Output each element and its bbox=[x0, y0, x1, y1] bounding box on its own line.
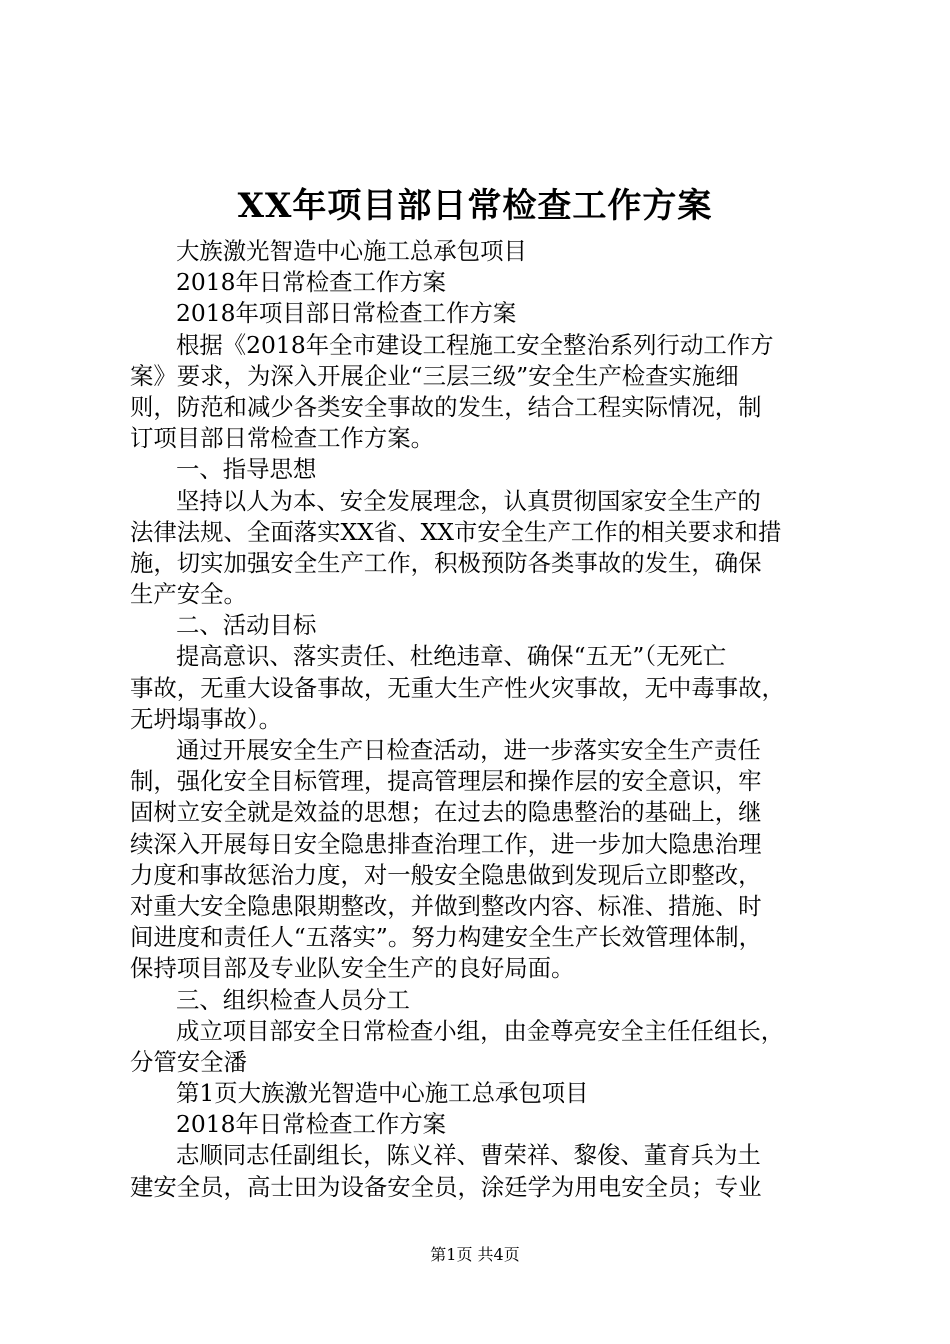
section-heading: 三、组织检查人员分工 bbox=[176, 985, 410, 1014]
body-line: 建安全员，高士田为设备安全员，涂廷学为用电安全员；专业 bbox=[130, 1172, 762, 1201]
body-line: 2018年日常检查工作方案 bbox=[176, 268, 447, 297]
body-line: 法律法规、全面落实XX省、XX市安全生产工作的相关要求和措 bbox=[130, 517, 782, 546]
body-line: 固树立安全就是效益的思想；在过去的隐患整治的基础上，继 bbox=[130, 798, 762, 827]
body-line: 坚持以人为本、安全发展理念，认真贯彻国家安全生产的 bbox=[176, 486, 761, 515]
section-heading: 二、活动目标 bbox=[176, 611, 317, 640]
body-line: 间进度和责任人“五落实”。努力构建安全生产长效管理体制， bbox=[130, 923, 763, 952]
document-title: XX年项目部日常检查工作方案 bbox=[237, 186, 713, 226]
body-line: 大族激光智造中心施工总承包项目 bbox=[176, 237, 527, 265]
body-line: 根据《2018年全市建设工程施工安全整治系列行动工作方 bbox=[176, 330, 774, 359]
body-line: 续深入开展每日安全隐患排查治理工作，进一步加大隐患治理 bbox=[130, 829, 762, 858]
body-line: 订项目部日常检查工作方案。 bbox=[130, 424, 435, 453]
body-line: 2018年日常检查工作方案 bbox=[176, 1110, 447, 1139]
body-line: 生产安全。 bbox=[130, 580, 247, 609]
body-line: 志顺同志任副组长，陈义祥、曹荣祥、黎俊、董育兵为土 bbox=[176, 1141, 761, 1170]
body-line: 第1页大族激光智造中心施工总承包项目 bbox=[176, 1079, 589, 1108]
section-heading: 一、指导思想 bbox=[176, 455, 317, 484]
page-footer: 第1页 共4页 bbox=[430, 1245, 520, 1264]
body-line: 无坍塌事故）。 bbox=[130, 704, 283, 733]
body-line: 力度和事故惩治力度，对一般安全隐患做到发现后立即整改， bbox=[130, 860, 762, 889]
body-line: 通过开展安全生产日检查活动，进一步落实安全生产责任 bbox=[176, 736, 761, 764]
body-line: 2018年项目部日常检查工作方案 bbox=[176, 299, 517, 328]
body-line: 成立项目部安全日常检查小组，由金尊亮安全主任任组长， bbox=[176, 1016, 785, 1045]
body-line: 施，切实加强安全生产工作，积极预防各类事故的发生，确保 bbox=[130, 548, 762, 577]
body-line: 事故，无重大设备事故，无重大生产性火灾事故，无中毒事故， bbox=[130, 673, 785, 702]
body-line: 则，防范和减少各类安全事故的发生，结合工程实际情况，制 bbox=[130, 392, 762, 421]
body-line: 提高意识、落实责任、杜绝违章、确保“五无”（无死亡 bbox=[176, 642, 727, 671]
body-line: 分管安全潘 bbox=[130, 1047, 247, 1076]
body-line: 保持项目部及专业队安全生产的良好局面。 bbox=[130, 954, 575, 983]
document-body bbox=[130, 236, 830, 1203]
body-line: 对重大安全隐患限期整改，并做到整改内容、标准、措施、时 bbox=[130, 891, 762, 920]
body-line: 制，强化安全目标管理，提高管理层和操作层的安全意识，牢 bbox=[130, 767, 762, 796]
body-line: 案》要求，为深入开展企业“三层三级”安全生产检查实施细 bbox=[130, 361, 739, 390]
